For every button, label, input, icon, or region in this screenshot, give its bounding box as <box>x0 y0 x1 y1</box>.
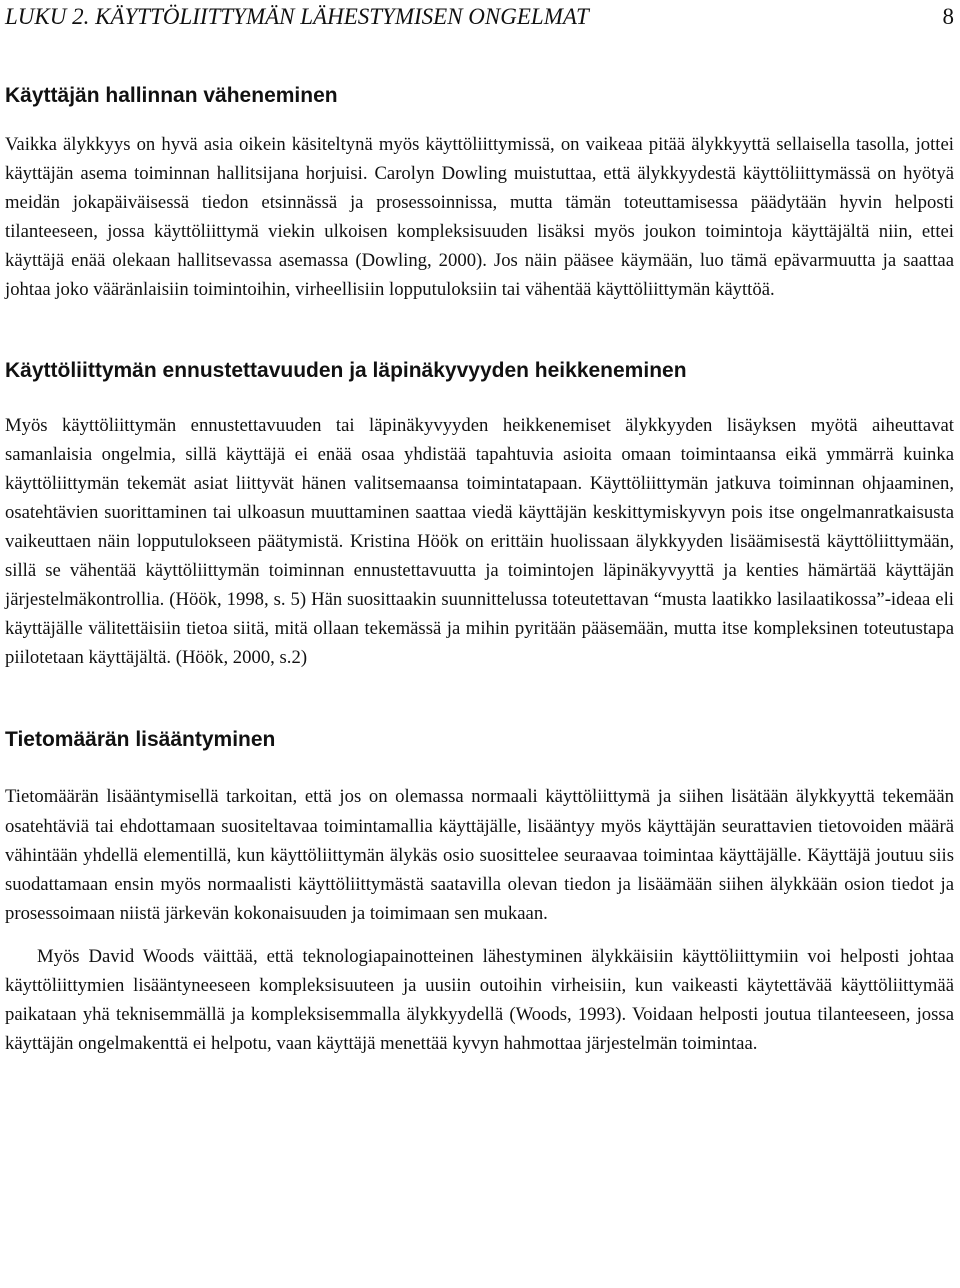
chapter-title: LUKU 2. KÄYTTÖLIITTYMÄN LÄHESTYMISEN ONGELMAT <box>5 4 589 29</box>
section-heading-information-load: Tietomäärän lisääntyminen <box>5 728 276 752</box>
paragraph-information-load-2: Myös David Woods väittää, että teknologiapainotteinen lähestyminen älykkäisiin käyttöliittymiin voi helposti johtaa käyttöliittymien lisääntyneeseen kompleksisuuteen ja uusiin outoihin virheisiin, kun vaikeasti käytettävää käyttöliittymää paikataan yhä teknisemmällä ja kompleksisemmalla älykkyydellä (Woods, 1993). Voidaan helposti joutua tilanteeseen, jossa käyttäjän ongelmakenttä ei helpotu, vaan käyttäjä menettää kyvyn hahmottaa järjestelmän toimintaa. <box>5 945 954 1055</box>
paragraph-predictability: Myös käyttöliittymän ennustettavuuden tai läpinäkyvyyden heikkenemiset älykkyyden lisäyksen myötä aiheuttavat samanlaisia ongelmia, sillä käyttäjä ei enää osaa yhdistää tapahtuvia asioita omaan toimintaansa eikä ymmärrä kuinka käyttöliittymän tekemät asiat liittyvät hänen valitsemaansa toimintatapaan. Käyttöliittymän jatkuva toiminnan ohjaaminen, osatehtävien suorittaminen tai ulkoasun muuttaminen saattaa viedä käyttäjän keskittymiskyvyn pois itse ongelmanratkaisusta vaikeuttaen näin lopputulokseen päätymistä. Kristina Höök on erittäin huolissaan älykkyyden lisäämisestä käyttöliittymään, sillä se vähentää käyttöliittymän toiminnan ennustettavuutta ja toimintojen läpinäkyvyyttä ja kenties hämärtää käyttäjän järjestelmäkontrollia. (Höök, 1998, s. 5) Hän suosittaakin suunnittelussa toteutettavan “musta laatikko lasilaatikossa”-ideaa eli käyttäjälle välitettäisiin tietoa siitä, mitä ollaan tekemässä ja mihin pyritään pääsemään, mutta itse kompleksinen toteutustapa piilotetaan käyttäjältä. (Höök, 2000, s.2) <box>5 414 954 669</box>
document-page <box>5 0 954 1058</box>
section-heading-predictability: Käyttöliittymän ennustettavuuden ja läpinäkyvyyden heikkeneminen <box>5 358 687 382</box>
section-heading-control: Käyttäjän hallinnan väheneminen <box>5 84 338 107</box>
paragraph-control: Vaikka älykkyys on hyvä asia oikein käsiteltynä myös käyttöliittymissä, on vaikeaa pitää älykkyyttä sellaisella tasolla, jottei käyttäjän asema toiminnan hallitsijana horjuisi. Carolyn Dowling muistuttaa, että älykkyydestä käyttöliittymässä on hyötyä meidän jokapäiväisessä tiedon etsinnässä ja prosessoinnissa, mutta tämän toteuttamisessa päädytään hyvin helposti tilanteeseen, jossa käyttöliittymä viekin ulkoisen kompleksisuuden lisäksi myös joukon toimintoja käyttäjältä niin, ettei käyttäjä enää olekaan hallitsevassa asemassa (Dowling, 2000). Jos näin pääsee käymään, luo tämä epävarmuutta ja saattaa johtaa joko vääränlaisiin toimintoihin, virheellisiin lopputuloksiin tai vähentää käyttöliittymän käyttöä. <box>5 134 954 301</box>
paragraph-information-load-1: Tietomäärän lisääntymisellä tarkoitan, että jos on olemassa normaali käyttöliittymä ja siihen lisätään älykkyyttä tekemään osatehtäviä tai ehdottamaan suositeltavaa toimintamallia käyttäjälle, lisääntyy myös käyttäjän seurattavien tietovoiden määrä vähintään yhdellä elementillä, kun käyttöliittymän älykäs osio suosittelee seuraavaa toimintaa käyttäjälle. Käyttäjä joutuu siis suodattamaan ensin myös normaalisti käyttöliittymästä saatavilla olevan tiedon ja lisäämään siihen älykkään osion tiedot ja prosessoimaan niistä järkevän kokonaisuuden ja toimimaan sen mukaan. <box>5 786 954 924</box>
page-number: 8 <box>942 4 954 29</box>
running-header <box>5 0 954 42</box>
